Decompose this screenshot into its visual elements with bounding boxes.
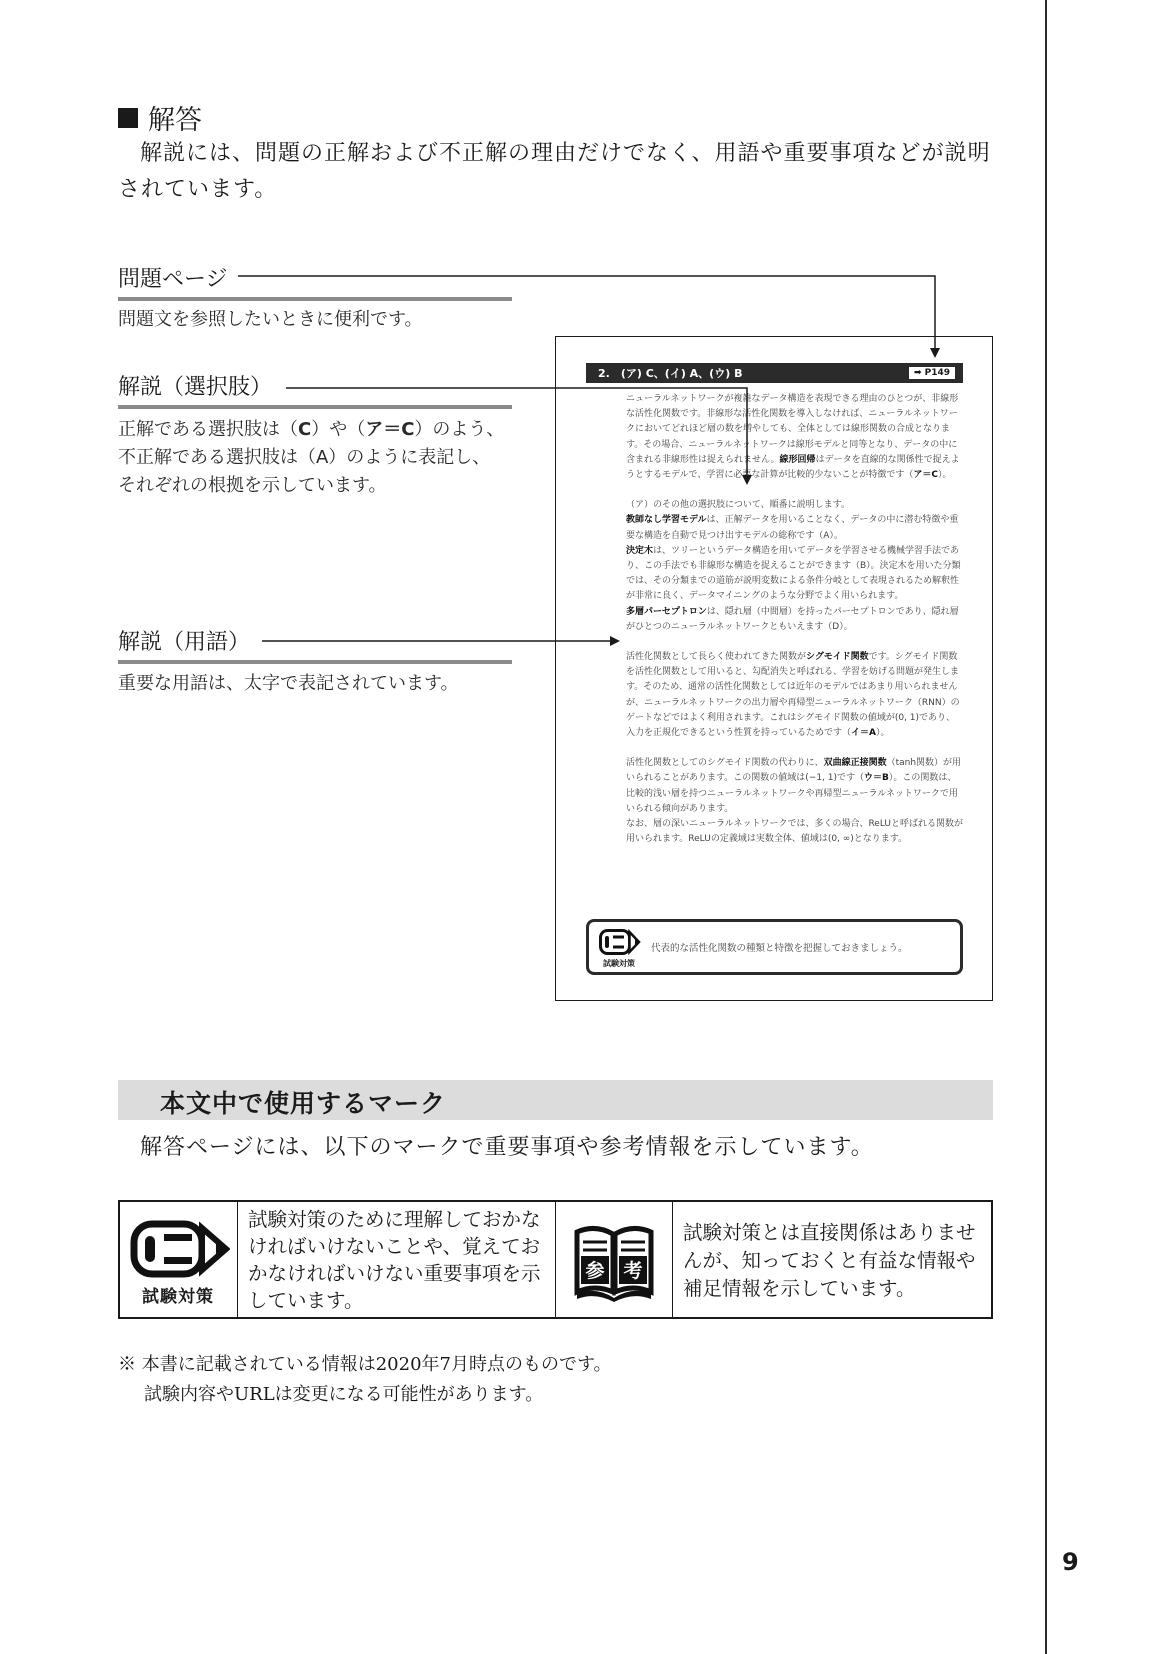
sample-box-label: 試験対策 bbox=[603, 959, 635, 968]
reference-icon-char-1: 参 bbox=[585, 1260, 605, 1282]
reference-mark-text: 試験対策とは直接関係はありませんが、知っておくと有益な情報や補足情報を示しています。 bbox=[683, 1221, 976, 1300]
marks-description: 解答ページには、以下のマークで重要事項や参考情報を示しています。 bbox=[140, 1135, 874, 1160]
sample-header-text: 2. (ア) C、(イ) A、(ウ) B bbox=[598, 367, 743, 380]
exam-pencil-icon bbox=[130, 1220, 230, 1278]
page-number: 9 bbox=[1062, 1548, 1079, 1576]
sample-box-text: 代表的な活性化関数の種類と特徴を把握しておきましょう。 bbox=[651, 943, 908, 954]
label-choices-desc: 正解である選択肢は（C）や（ア＝C）のよう、 不正解である選択肢は（A）のように表記し、 それぞれの根拠を示しています。 bbox=[118, 419, 505, 496]
exam-mark-icon-cell bbox=[120, 1202, 238, 1317]
footnote-line-2: 試験内容やURLは変更になる可能性があります。 bbox=[144, 1384, 544, 1405]
sample-body: ニューラルネットワークが複雑なデータ構造を表現できる理由のひとつが、非線形な活性化関数です。非線形な活性化関数を導入しなければ、ニューラルネットワークにおいてどれほど層の数を増やしても、全体としては線形関数の合成となります。その場合、ニューラルネットワークは線形モデルと同等となり、データの中に含まれる非線形性は捉えられません。線形回帰はデータを直線的な関係性で捉えようとするモデルで、学習に必要な計算が比較的少ないことが特徴です（ア＝C）。 （ア）のその他の選択肢について、順番に説明します。 教師なし学習モデルは、正解データを用いることなく、データの中に潜む特徴や重要な構造を自動で見つけ出すモデルの総称です（A）。 決定木は、ツリーというデータ構造を用いてデータを学習させる機械学習手法であり、この手法でも非線形な構造を捉えることができます（B）。決定木を用いた分類では、その分類までの道筋が説明変数による条件分岐として表現されるため解釈性が非常に良く、データマイニングのような分野でよく用いられます。 多層パーセプトロンは、隠れ層（中間層）を持ったパーセプトロンであり、隠れ層がひとつのニューラルネットワークともいえます（D）。 活性化関数として長らく使われてきた関数がシグモイド関数です。シグモイド関数を活性化関数として用いると、勾配消失と呼ばれる、学習を妨げる問題が発生します。そのため、通常の活性化関数としては近年のモデルではあまり用いられませんが、ニューラルネットワークの出力層や再帰型ニューラルネットワーク（RNN）のゲートなどではよく利用されます。これはシグモイド関数の値域が(0, 1)であり、入力を正規化できるという性質を持っているためです（イ＝A）。 活性化関数としてのシグモイド関数の代わりに、双曲線正接関数（tanh関数）が用いられることがあります。この関数の値域は(−1, 1)です（ウ＝B）。この関数は、比較的浅い層を持つニューラルネットワークや再帰型ニューラルネットワークで用いられる傾向があります。 なお、層の深いニューラルネットワークでは、多くの場合、ReLUと呼ばれる関数が用いられます。ReLUの定義域は実数全体、値域は(0, ∞)となります。 bbox=[626, 394, 964, 845]
reference-book-icon bbox=[573, 1222, 655, 1302]
choice-correct-example: C bbox=[298, 419, 312, 440]
sample-page-ref: ➡ P149 bbox=[909, 367, 955, 379]
label-question-page-desc: 問題文を参照したいときに便利です。 bbox=[118, 309, 423, 330]
reference-mark-icon-cell bbox=[556, 1202, 673, 1317]
connector-question-page bbox=[238, 276, 935, 356]
connector-choices bbox=[286, 388, 747, 483]
answer-description: 解説には、問題の正解および不正解の理由だけでなく、用語や重要事項などが説明されています。 bbox=[118, 141, 991, 202]
label-terms-title: 解説（用語） bbox=[118, 630, 251, 655]
exam-mark-label: 試験対策 bbox=[142, 1287, 214, 1307]
label-terms-desc: 重要な用語は、太字で表記されています。 bbox=[118, 673, 459, 694]
exam-mark-text: 試験対策のために理解しておかなければいけないことや、覚えておかなければいけない重要事項を示しています。 bbox=[238, 1202, 556, 1317]
marks-table bbox=[118, 1200, 993, 1319]
footnote-line-1: ※ 本書に記載されている情報は2020年7月時点のものです。 bbox=[118, 1354, 612, 1375]
footnote bbox=[118, 1350, 612, 1410]
marks-heading: 本文中で使用するマーク bbox=[160, 1089, 447, 1118]
marks-heading-band bbox=[118, 1080, 993, 1120]
label-question-page-title: 問題ページ bbox=[118, 267, 228, 292]
label-choices-title: 解説（選択肢） bbox=[118, 375, 273, 400]
reference-icon-char-2: 考 bbox=[623, 1260, 643, 1282]
choice-answer-example: ア＝C bbox=[365, 419, 415, 440]
answer-heading-text: 解答 bbox=[148, 105, 202, 136]
